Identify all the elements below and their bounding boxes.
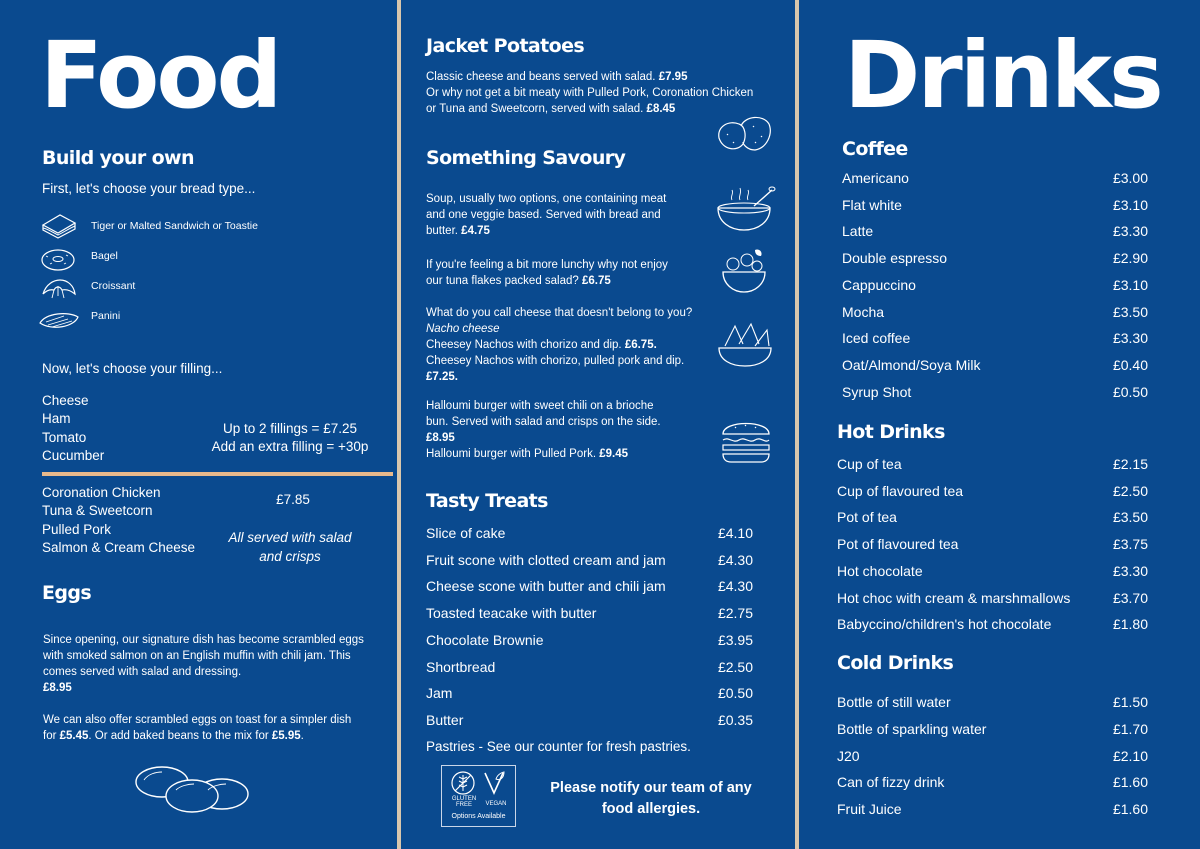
menu-item-name: Fruit scone with clotted cream and jam [426,551,666,568]
menu-item-price: £2.50 [1112,482,1148,499]
menu-item-price: £2.15 [1112,456,1148,472]
eggs-toast-price: £5.45 [59,730,89,742]
menu-item-name: Hot chocolate [837,562,923,579]
pastries-note: Pastries - See our counter for fresh pastries. [426,739,691,754]
eggs-text: . Or add baked beans to the mix for [88,730,272,742]
menu-item-name: Syrup Shot [842,383,912,400]
sandwich-icon [40,211,78,241]
menu-item-name: Latte [842,223,874,240]
burger-price: £8.95 [426,432,455,444]
options-available-label: Options Available [451,813,506,820]
soup-text: Soup, usually two options, one containing meat [426,193,667,205]
vegan-label: VEGAN [485,801,507,807]
build-your-own-heading: Build your own [42,147,194,169]
allergy-notice [531,778,771,820]
nacho-joke: Nacho cheese [426,323,500,335]
allergy-line: Please notify our team of any [550,780,752,796]
fillings-group-a [42,392,104,465]
menu-item-name: Chocolate Brownie [426,631,544,648]
burger-text: bun. Served with salad and crisps on the side. [426,416,661,428]
menu-item-price: £0.40 [1112,356,1148,373]
jacket-text: Classic cheese and beans served with salad. [426,71,659,83]
jacket-price: £7.95 [658,71,688,83]
fillings-a-pricing [190,420,390,456]
menu-item-name: J20 [837,747,860,764]
coffee-heading: Coffee [842,138,908,160]
dietary-badge [441,765,516,827]
filling-item: Tomato [42,429,87,445]
menu-item-name: Bottle of sparkling water [837,720,987,737]
gluten-free-icon [450,770,476,796]
nacho-text: Cheesey Nachos with chorizo and dip. [426,339,625,351]
jacket-meaty-price: £8.45 [646,103,676,115]
filling-item: Salmon & Cream Cheese [42,539,196,555]
jacket-potatoes-heading: Jacket Potatoes [426,35,585,57]
menu-item-name: Babyccino/children's hot chocolate [837,616,1052,633]
menu-item-name: Cup of tea [837,456,902,472]
burger-icon [719,414,773,464]
menu-item-price: £0.50 [717,685,753,702]
fillings-b-price: £7.85 [276,492,310,507]
menu-item-name: Double espresso [842,250,948,267]
menu-item-price: £3.10 [1112,196,1148,213]
bread-option-sandwich: Tiger or Malted Sandwich or Toastie [91,220,258,232]
filling-item: Tuna & Sweetcorn [42,503,153,519]
filling-item: Pulled Pork [42,521,112,537]
nachos-icon [715,320,775,368]
eggs-line: Since opening, our signature dish has become scrambled eggs [43,634,364,646]
menu-item-price: £0.35 [717,711,753,728]
menu-item-price: £1.60 [1112,801,1148,818]
filling-intro: Now, let's choose your filling... [42,361,223,376]
menu-item-name: Fruit Juice [837,801,902,818]
eggs-line: comes served with salad and dressing. [43,666,242,678]
burger-description [426,398,716,462]
nacho-text: What do you call cheese that doesn't belong to you? [426,307,693,319]
soup-bowl-icon [714,184,776,234]
potato-icon [715,112,775,156]
panini-icon [38,309,80,333]
note-line: and crisps [259,549,321,564]
menu-item-price: £3.30 [1112,330,1148,347]
burger-text: Halloumi burger with Pulled Pork. [426,448,600,460]
menu-item-name: Oat/Almond/Soya Milk [842,356,981,373]
something-savoury-heading: Something Savoury [426,147,626,169]
menu-item-price: £3.00 [1112,170,1148,186]
menu-item-name: Flat white [842,196,902,213]
fillings-group-b [42,484,195,557]
divider-rule [42,472,393,476]
croissant-icon [40,276,78,302]
vegan-icon [482,769,506,797]
drinks-title: Drinks [844,22,1161,129]
note-line: All served with salad [228,530,352,545]
eggs-icon [132,760,252,816]
nacho-pork-price: £7.25. [426,371,458,383]
filling-item: Coronation Chicken [42,485,161,500]
menu-item-price: £3.10 [1112,276,1148,293]
eggs-line: We can also offer scrambled eggs on toast for a simpler dish [43,714,352,726]
menu-item-name: Hot choc with cream & marshmallows [837,589,1071,606]
menu-item-price: £2.10 [1112,747,1148,764]
jacket-text: Or why not get a bit meaty with Pulled Pork, Coronation Chicken [426,87,754,99]
menu-item-name: Pot of tea [837,509,897,526]
nacho-text: Cheesey Nachos with chorizo, pulled pork and dip. [426,355,685,367]
soup-price: £4.75 [461,225,490,237]
menu-item-name: Mocha [842,303,885,320]
eggs-description [43,632,395,744]
fillings-a-extra: Add an extra filling = +30p [211,439,369,454]
bagel-icon [40,247,76,273]
soup-text: butter. [426,225,462,237]
menu-item-name: Slice of cake [426,525,506,541]
menu-item-price: £3.30 [1112,562,1148,579]
menu-item-price: £4.30 [717,551,753,568]
burger-text: Halloumi burger with sweet chili on a brioche [426,400,654,412]
cold-drinks-heading: Cold Drinks [837,652,954,674]
fillings-b-note [190,528,390,566]
menu-item-price: £1.80 [1112,616,1148,633]
salad-bowl-icon [719,246,769,296]
bread-option-panini: Panini [91,310,121,322]
eggs-line: with smoked salmon on an English muffin with chili jam. This [43,650,351,662]
burger-pork-price: £9.45 [599,448,628,460]
menu-item-price: £4.30 [717,578,753,595]
hot-drinks-heading: Hot Drinks [837,421,945,443]
fillings-a-price: Up to 2 fillings = £7.25 [223,421,357,436]
eggs-text: . [300,730,304,742]
middle-panel [401,0,795,849]
menu-item-name: Cappuccino [842,276,916,293]
filling-item: Cucumber [42,447,105,463]
soup-description [426,191,716,239]
menu-item-price: £2.50 [717,658,753,675]
eggs-text: for [43,730,60,742]
eggs-beans-price: £5.95 [271,730,301,742]
drinks-panel [799,0,1200,849]
filling-item: Ham [42,411,71,427]
soup-text: and one veggie based. Served with bread and [426,209,661,221]
menu-item-name: Can of fizzy drink [837,774,945,791]
menu-item-name: Butter [426,711,464,728]
salad-price: £6.75 [582,275,611,287]
bread-option-bagel: Bagel [91,250,118,262]
bread-option-croissant: Croissant [91,280,136,292]
menu-item-name: Cheese scone with butter and chili jam [426,578,666,595]
menu-item-price: £1.60 [1112,774,1148,791]
menu-item-price: £3.95 [717,631,753,648]
filling-item: Cheese [42,393,89,408]
menu-item-name: Jam [426,685,453,702]
salad-description [426,257,716,289]
menu-item-name: Shortbread [426,658,496,675]
menu-item-price: £3.75 [1112,536,1148,553]
eggs-price: £8.95 [43,682,72,694]
salad-text: If you're feeling a bit more lunchy why not enjoy [426,259,668,271]
gluten-free-label: GLUTEN FREE [451,796,477,808]
allergy-line: food allergies. [601,801,701,817]
menu-item-price: £1.50 [1112,694,1148,710]
menu-item-name: Toasted teacake with butter [426,605,597,622]
menu-item-name: Cup of flavoured tea [837,482,964,499]
menu-item-price: £2.75 [717,605,753,622]
food-title: Food [40,22,280,129]
salad-text: our tuna flakes packed salad? [426,275,582,287]
bread-intro: First, let's choose your bread type... [42,181,256,196]
menu-item-name: Iced coffee [842,330,911,347]
menu-item-price: £1.70 [1112,720,1148,737]
menu-item-name: Americano [842,170,909,186]
menu-item-price: £0.50 [1112,383,1148,400]
food-panel [0,0,397,849]
menu-item-price: £3.50 [1112,303,1148,320]
menu-item-name: Pot of flavoured tea [837,536,959,553]
tasty-treats-heading: Tasty Treats [426,490,548,512]
menu-item-price: £3.70 [1112,589,1148,606]
jacket-text: or Tuna and Sweetcorn, served with salad. [426,103,647,115]
nacho-price: £6.75. [624,339,657,351]
menu-item-price: £3.50 [1112,509,1148,526]
eggs-heading: Eggs [42,582,92,604]
menu-item-price: £3.30 [1112,223,1148,240]
nachos-description [426,305,726,385]
menu-item-name: Bottle of still water [837,694,951,710]
menu-item-price: £4.10 [717,525,753,541]
menu-item-price: £2.90 [1112,250,1148,267]
jacket-description [426,69,786,117]
